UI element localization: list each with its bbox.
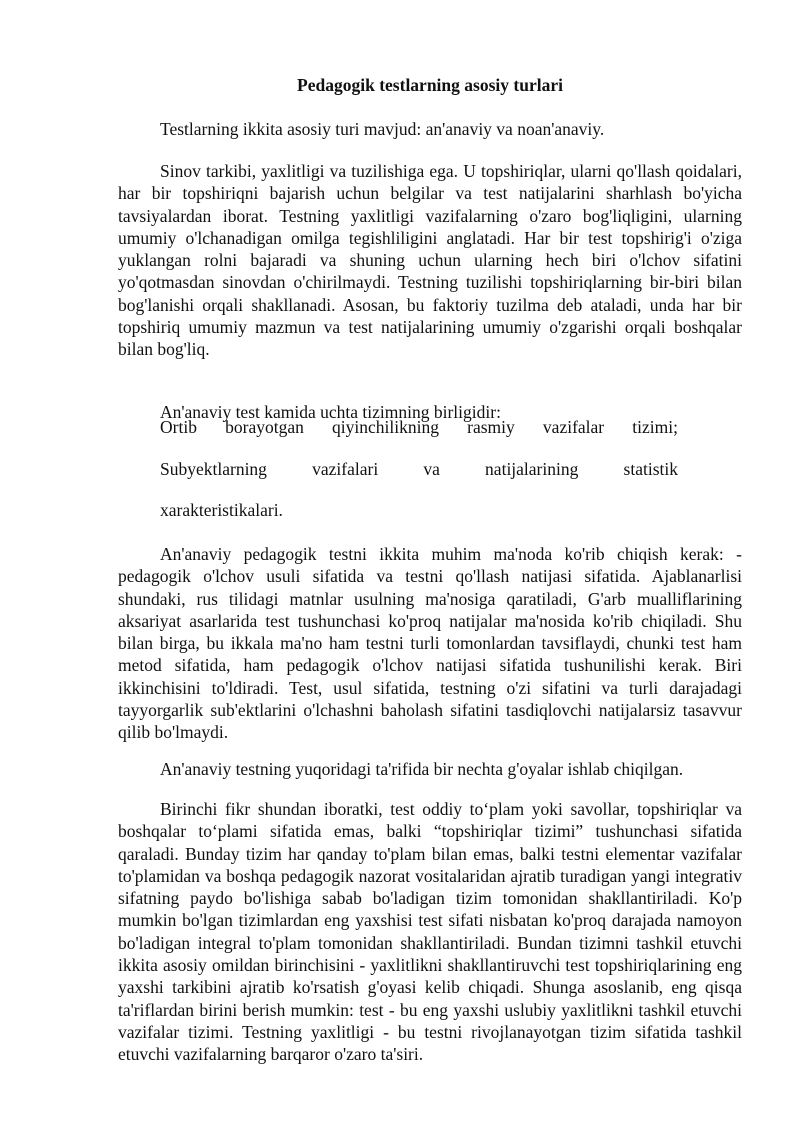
paragraph-test-types: Testlarning ikkita asosiy turi mavjud: an'anaviy va noan'anaviy. <box>160 119 605 139</box>
paragraph-test-structure: Sinov tarkibi, yaxlitligi va tuzilishiga ega. U topshiriqlar, ularni qo'llash qoidalari, har bir topshiriqni bajarish uchun belgilar va test natijalarini sharhlash bo'yicha tavsiyalardan iborat. Testning yaxlitligi vazifalarning o'zaro bog'liqligini, ularning umumiy o'lchanadigan omilga tegishliligini anglatadi. Har bir test topshirig'i o'ziga yuklangan rolni bajaradi va shuning uchun ularning hech biri o'lchov sifatini yo'qotmasdan sinovdan o'chirilmaydi. Testning tuzilishi topshiriqlarning bir-biri bilan bog'lanishi orqali shakllanadi. Asosan, bu faktoriy tuzilma deb ataladi, unda har bir topshiriq umumiy mazmun va test natijalarining umumiy o'zgarishi orqali boshqalar bilan bog'liq. <box>118 161 742 360</box>
list-item-task-system: Ortib borayotgan qiyinchilikning rasmiy vazifalar tizimi; <box>160 417 678 437</box>
paragraph-first-idea: Birinchi fikr shundan iboratki, test oddiy to‘plam yoki savollar, topshiriqlar va boshqalar to‘plami sifatida emas, balki “topshiriqlar tizimi” tushunchasi sifatida qaraladi. Bunday tizim har qanday to'plam bilan emas, balki testni elementar vazifalar to'plamidan va boshqa pedagogik nazorat vositalaridan ajratib turadigan yangi integrativ sifatning paydo bo'lishiga sabab bo'ladigan tizim tomonidan shakllantiriladi. Ko'p mumkin bo'lgan tizimlardan eng yaxshisi test sifati nisbatan ko'proq darajada namoyon bo'ladigan integral to'plam tomonidan shakllantiriladi. Bundan tizimni tashkil etuvchi ikkita asosiy omildan birinchisini - yaxlitlikni shakllantiruvchi test topshiriqlarining eng yaxshi tarkibini ajratib ko'rsatish g'oyasi kelib chiqadi. Shunga asoslanib, eng qisqa ta'riflardan birini berish mumkin: test - bu eng yaxshi uslubiy yaxlitlikni tashkil etuvchi vazifalar tizimi. Testning yaxlitligi - bu testni rivojlanayotgan tizim sifatida tashkil etuvchi vazifalarning barqaror o'zaro ta'siri. <box>118 799 742 1065</box>
list-item-statistical-continued: xarakteristikalari. <box>160 500 283 520</box>
paragraph-traditional-test-intro: An'anaviy test kamida uchta tizimning birligidir: <box>160 402 501 422</box>
document-title: Pedagogik testlarning asosiy turlari <box>297 75 563 95</box>
paragraph-several-ideas: An'anaviy testning yuqoridagi ta'rifida bir nechta g'oyalar ishlab chiqilgan. <box>160 759 684 779</box>
list-item-statistical: Subyektlarning vazifalari va natijalarining statistik <box>160 459 678 479</box>
paragraph-two-meanings: An'anaviy pedagogik testni ikkita muhim ma'noda ko'rib chiqish kerak: - pedagogik o'lchov usuli sifatida va testni qo'llash natijasi sifatida. Ajablanarlisi shundaki, rus tilidagi matnlar usulning ma'nosiga qaratiladi, G'arb mualliflarining aksariyat asarlarida test tushunchasi ko'proq natijalar ma'nosida ko'rib chiqiladi. Shu bilan birga, bu ikkala ma'no ham testni turli tomonlardan tavsiflaydi, chunki test ham metod sifatida, ham pedagogik o'lchov natijasi sifatida tushunilishi kerak. Biri ikkinchisini to'ldiradi. Test, usul sifatida, testning o'zi sifatini va turli darajadagi tayyorgarlik sub'ektlarini o'lchashni baholash sifatini tasdiqlovchi natijalarsiz tasavvur qilib bo'lmaydi. <box>118 544 742 743</box>
